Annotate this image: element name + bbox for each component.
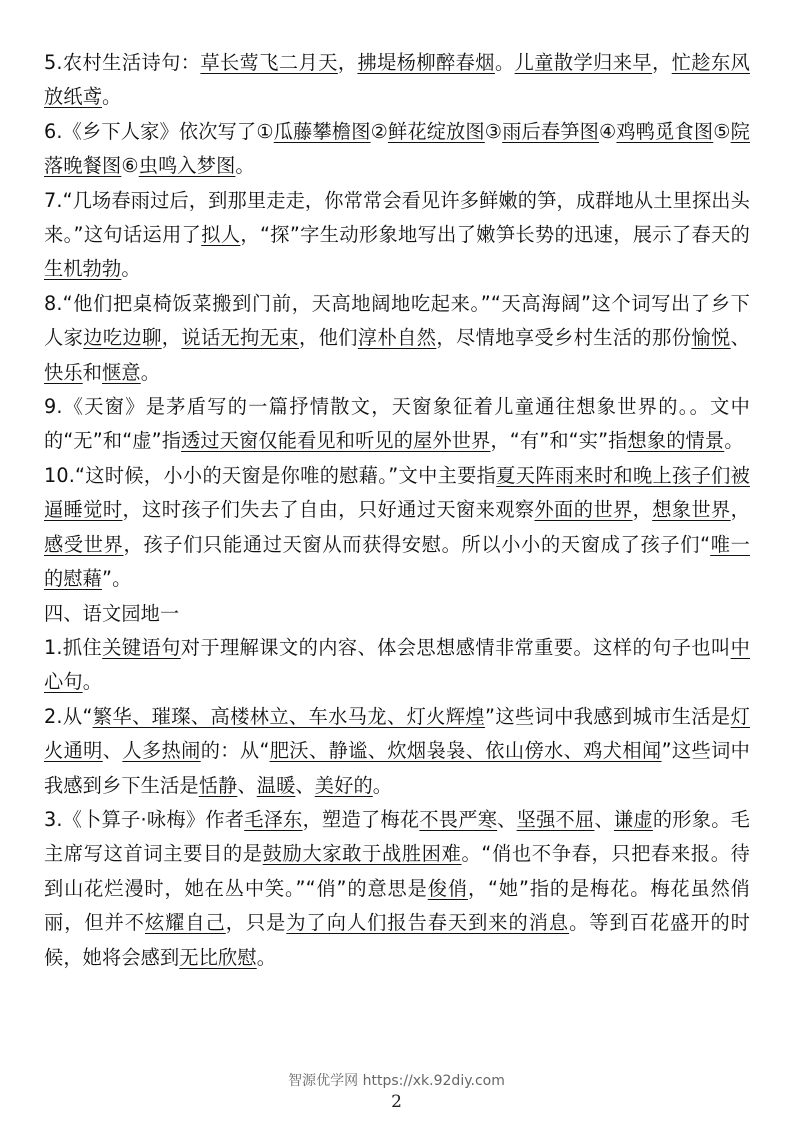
text-segment: 四、语文园地一 [44, 601, 180, 625]
answer-text: 肥沃、静谧、炊烟袅袅、依山傍水、鸡犬相闻 [269, 739, 662, 763]
text-segment: 5.农村生活诗句： [44, 51, 201, 74]
text-segment: 、 [237, 773, 257, 797]
text-segment: 。 [372, 773, 393, 797]
text-segment: 7.“几场春雨过后，到那里走走，你常常会看见许多鲜嫩的笋，成群地从土里探出头来。”这句话运用了 [44, 188, 750, 247]
text-segment: 、 [295, 773, 315, 797]
text-segment: 1.抓住 [44, 635, 103, 659]
answer-text: 唯一的慰藉 [44, 532, 750, 591]
answer-text: 为了向人们报告春天到来的消息 [286, 911, 570, 935]
text-segment: 8.“他们把桌椅饭菜搬到门前，天高地阔地吃起来。”“天高海阔”这个词写出了乡下人家 [44, 291, 750, 350]
text-segment: 。 [235, 154, 255, 178]
text-segment: 9.《天窗》是茅盾写的一篇抒情散文，天窗象征着儿童通往想象世界的。。文中的“无”和“虚”指 [44, 395, 750, 453]
text-segment: 、 [594, 807, 614, 831]
answer-text: 说话无拘无束 [181, 326, 300, 350]
answer-text: 生机勃勃 [44, 257, 122, 281]
text-segment: 2.从“ [44, 704, 93, 728]
text-segment: 。 [121, 257, 141, 281]
text-segment: ，尽情地享受乡村生活的那份 [436, 326, 692, 350]
answer-text: 温暖 [256, 773, 296, 797]
answer-text: 雨后春笋图 [502, 119, 600, 143]
text-segment: 、 [730, 326, 750, 350]
answer-text: 愉悦 [691, 326, 731, 350]
answer-text: 院落晚餐图 [44, 119, 750, 178]
answer-text: 毛泽东 [244, 807, 303, 831]
document-body [44, 46, 750, 975]
answer-text: 感受世界 [44, 532, 124, 556]
answer-text: 忙趁东风放纸鸢 [44, 51, 750, 109]
text-segment: ， [652, 51, 672, 74]
answer-text: 鲜花绽放图 [387, 119, 485, 143]
answer-text: 繁华、璀璨、高楼林立、车水马龙、灯火辉煌 [92, 704, 485, 728]
answer-text: 边吃边聊 [83, 326, 162, 350]
text-segment: 。 [494, 51, 515, 74]
text-segment: ，“有”和“实”指 [490, 429, 628, 453]
text-segment: ”这些词中我感到乡下生活是 [44, 739, 750, 797]
answer-text: 谦虚 [613, 807, 653, 831]
answer-text: 惬意 [102, 360, 141, 384]
answer-text: 虫鸣入梦图 [138, 154, 236, 178]
answer-text: 美好的 [314, 773, 373, 797]
paragraph [44, 46, 750, 115]
paragraph [44, 631, 750, 700]
answer-text: 坚强不屈 [516, 807, 595, 831]
text-segment: ，他们 [299, 326, 358, 350]
text-segment: ，“探”字生动形象地写出了嫩笋长势的迅速，展示了春天的 [240, 223, 750, 247]
text-segment: ”。 [102, 567, 132, 591]
answer-text: 拂堤杨柳醉春烟 [357, 51, 495, 74]
text-segment: ，孩子们只能通过天窗从而获得安慰。所以小小的天窗成了孩子们“ [123, 532, 711, 556]
text-segment: 。“俏也不争春，只把春来报。待到山花烂漫时，她在丛中笑。”“俏”的意思是 [44, 842, 750, 900]
text-segment: ， [730, 498, 751, 522]
text-segment: ， [337, 51, 358, 74]
paragraph [44, 803, 750, 975]
text-segment: 、 [497, 807, 517, 831]
text-segment: 6.《乡下人家》依次写了① [44, 119, 274, 143]
text-segment: 。 [140, 360, 161, 384]
text-segment: 对于理解课文的内容、体会思想感情非常重要。这样的句子也叫 [180, 635, 731, 659]
answer-text: 不畏严寒 [419, 807, 498, 831]
answer-text: 儿童散学归来早 [514, 51, 653, 74]
paragraph [44, 700, 750, 803]
text-segment: ”这些词中我感到城市生活是 [485, 704, 731, 728]
text-segment: ， [161, 326, 182, 350]
text-segment: ，只是 [225, 911, 287, 935]
paragraph [44, 287, 750, 390]
answer-text: 快乐 [44, 360, 83, 384]
answer-text: 想象的情景 [627, 429, 725, 453]
answer-text: 想象世界 [652, 498, 731, 522]
answer-text: 瓜藤攀檐图 [273, 119, 371, 143]
paragraph [44, 184, 750, 287]
text-segment: 和 [82, 360, 103, 384]
text-segment: 。 [102, 85, 122, 109]
answer-text: 俊俏 [427, 876, 468, 900]
answer-text: 恬静 [198, 773, 238, 797]
answer-text: 无比欣慰 [179, 945, 257, 969]
answer-text: 淳朴自然 [357, 326, 437, 350]
answer-text: 中心句 [44, 635, 750, 694]
text-segment: ，这时孩子们失去了自由，只好通过天窗来观察 [122, 498, 535, 522]
answer-text: 灯火通明 [44, 704, 750, 763]
text-segment: ② [370, 119, 388, 143]
paragraph [44, 390, 750, 459]
answer-text: 鼓励大家敢于战胜困难 [262, 842, 462, 866]
answer-text: 夏天阵雨来时和晚上孩子们被逼睡觉时 [44, 463, 750, 522]
text-segment: ，塑造了梅花 [302, 807, 420, 831]
footer-watermark: 智源优学网 https://xk.92diy.com [288, 1073, 505, 1089]
text-segment: 的：从“ [200, 739, 270, 763]
text-segment: ⑥ [121, 154, 139, 178]
text-segment: ， [632, 498, 653, 522]
paragraph [44, 115, 750, 184]
text-segment: 10.“这时候，小小的天窗是你唯的慰藉。”文中主要指 [44, 463, 497, 487]
text-segment: ，“她”指的是梅花。梅花虽然俏丽，但并不 [44, 876, 750, 935]
paragraph [44, 459, 750, 597]
text-segment: 。 [82, 670, 103, 694]
answer-text: 炫耀自己 [144, 911, 226, 935]
text-segment: ③ [484, 119, 503, 143]
text-segment: 3.《卜算子·咏梅》作者 [44, 807, 245, 831]
text-segment: 。等到百花盛开的时候，她将会感到 [44, 911, 750, 969]
answer-text: 拟人 [201, 223, 241, 247]
answer-text: 鸡鸭觅食图 [616, 119, 714, 143]
page-number: 2 [391, 1092, 402, 1112]
answer-text: 人多热闹 [122, 739, 201, 763]
text-segment: 、 [102, 739, 123, 763]
text-segment: 的形象。毛主席写这首词主要目的是 [44, 807, 751, 866]
text-segment: ④ [599, 119, 617, 143]
section-heading [44, 597, 750, 631]
text-segment: 。 [256, 945, 277, 969]
answer-text: 关键语句 [102, 635, 181, 659]
text-segment: ⑤ [713, 119, 731, 143]
text-segment: 。 [724, 429, 744, 453]
answer-text: 草长莺飞二月天 [200, 51, 338, 74]
answer-text: 透过天窗仅能看见和听见的屋外世界 [181, 429, 491, 453]
answer-text: 外面的世界 [534, 498, 633, 522]
